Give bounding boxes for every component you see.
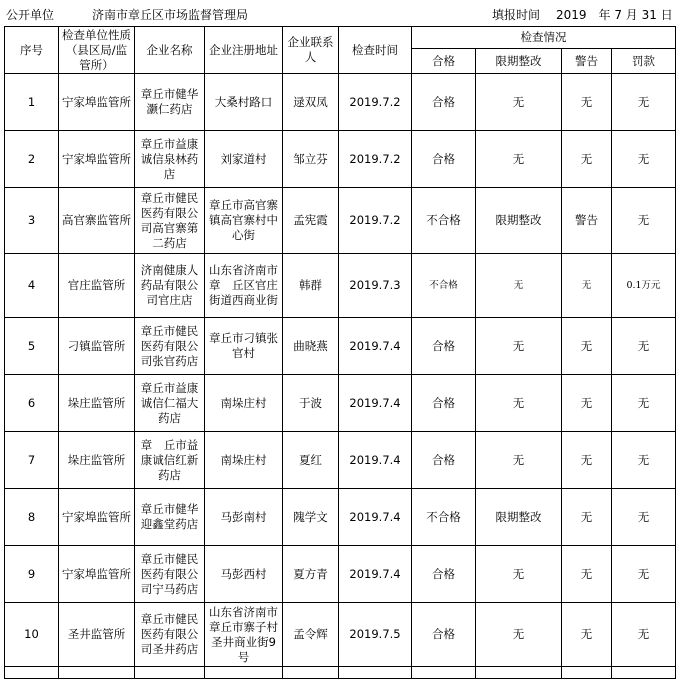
cell-pass: 不合格 (412, 188, 476, 254)
cell-time: 2019.7.4 (339, 546, 412, 603)
cell-empty (135, 667, 205, 679)
cell-fine: 无 (612, 74, 676, 131)
cell-dept: 宁家埠监管所 (59, 74, 135, 131)
cell-pass: 不合格 (412, 489, 476, 546)
cell-rectify: 无 (476, 254, 562, 318)
cell-warn: 无 (562, 318, 612, 375)
cell-pass: 合格 (412, 131, 476, 188)
col-fine: 罚款 (612, 49, 676, 74)
cell-addr: 马彭南村 (205, 489, 283, 546)
cell-name: 章丘市健民医药有限公司圣井药店 (135, 603, 205, 667)
cell-name: 章丘市健民医药有限公司张官药店 (135, 318, 205, 375)
cell-contact: 孟令辉 (283, 603, 339, 667)
cell-time: 2019.7.4 (339, 489, 412, 546)
table-row (5, 188, 676, 254)
table-row (5, 254, 676, 318)
cell-rectify: 无 (476, 432, 562, 489)
cell-pass: 合格 (412, 375, 476, 432)
cell-warn: 无 (562, 254, 612, 318)
cell-seq: 5 (5, 318, 59, 375)
cell-fine: 无 (612, 131, 676, 188)
cell-contact: 夏红 (283, 432, 339, 489)
cell-dept: 垛庄监管所 (59, 432, 135, 489)
cell-name: 济南健康人药品有限公司官庄店 (135, 254, 205, 318)
cell-rectify: 无 (476, 131, 562, 188)
cell-addr: 南垛庄村 (205, 375, 283, 432)
cell-time: 2019.7.4 (339, 318, 412, 375)
table-row (5, 603, 676, 667)
cell-contact: 隗学文 (283, 489, 339, 546)
cell-seq: 3 (5, 188, 59, 254)
cell-rectify: 限期整改 (476, 489, 562, 546)
cell-warn: 警告 (562, 188, 612, 254)
cell-seq: 2 (5, 131, 59, 188)
table-row (5, 74, 676, 131)
cell-rectify: 无 (476, 603, 562, 667)
cell-fine: 0.1万元 (612, 254, 676, 318)
cell-addr: 山东省济南市章丘市寨子村圣井商业街9号 (205, 603, 283, 667)
cell-empty (476, 667, 562, 679)
cell-warn: 无 (562, 489, 612, 546)
cell-addr: 南垛庄村 (205, 432, 283, 489)
cell-fine: 无 (612, 375, 676, 432)
cell-pass: 合格 (412, 546, 476, 603)
cell-dept: 垛庄监管所 (59, 375, 135, 432)
col-dept: 检查单位性质 （县区局/监管所） (59, 27, 135, 74)
cell-fine: 无 (612, 188, 676, 254)
col-contact: 企业联系人 (283, 27, 339, 74)
cell-time: 2019.7.4 (339, 432, 412, 489)
org-name: 济南市章丘区市场监督管理局 (92, 8, 249, 22)
org-label: 公开单位 (6, 8, 55, 22)
col-addr: 企业注册地址 (205, 27, 283, 74)
cell-addr: 章丘市刁镇张官村 (205, 318, 283, 375)
cell-name: 章丘市健华灏仁药店 (135, 74, 205, 131)
cell-rectify: 无 (476, 74, 562, 131)
cell-seq: 7 (5, 432, 59, 489)
cell-time: 2019.7.4 (339, 375, 412, 432)
cell-contact: 于波 (283, 375, 339, 432)
cell-dept: 官庄监管所 (59, 254, 135, 318)
cell-contact: 曲晓燕 (283, 318, 339, 375)
table-row (5, 546, 676, 603)
cell-name: 章丘市益康诚信泉林药店 (135, 131, 205, 188)
table-row (5, 131, 676, 188)
cell-pass: 合格 (412, 603, 476, 667)
cell-addr: 刘家道村 (205, 131, 283, 188)
cell-rectify: 无 (476, 375, 562, 432)
cell-time: 2019.7.2 (339, 131, 412, 188)
cell-dept: 高官寨监管所 (59, 188, 135, 254)
cell-dept: 圣井监管所 (59, 603, 135, 667)
cell-empty (205, 667, 283, 679)
cell-contact: 孟宪霞 (283, 188, 339, 254)
col-name: 企业名称 (135, 27, 205, 74)
cell-warn: 无 (562, 74, 612, 131)
cell-time: 2019.7.3 (339, 254, 412, 318)
col-result-group: 检查情况 (412, 27, 676, 49)
col-pass: 合格 (412, 49, 476, 74)
cell-warn: 无 (562, 546, 612, 603)
cell-addr: 章丘市高官寨镇高官寨村中心街 (205, 188, 283, 254)
cell-fine: 无 (612, 432, 676, 489)
cell-contact: 韩群 (283, 254, 339, 318)
cell-time: 2019.7.5 (339, 603, 412, 667)
cell-fine: 无 (612, 603, 676, 667)
cell-empty (412, 667, 476, 679)
cell-fine: 无 (612, 546, 676, 603)
cell-rectify: 限期整改 (476, 188, 562, 254)
cell-empty (59, 667, 135, 679)
cell-seq: 1 (5, 74, 59, 131)
cell-seq: 8 (5, 489, 59, 546)
fill-date: 2019 年 7 月 31 日 (556, 8, 673, 22)
cell-dept: 宁家埠监管所 (59, 489, 135, 546)
cell-seq: 4 (5, 254, 59, 318)
cell-warn: 无 (562, 131, 612, 188)
cell-pass: 合格 (412, 432, 476, 489)
table-row (5, 489, 676, 546)
cell-pass: 不合格 (412, 254, 476, 318)
cell-contact: 夏方青 (283, 546, 339, 603)
cell-warn: 无 (562, 375, 612, 432)
header-row-1 (5, 27, 676, 49)
cell-seq: 6 (5, 375, 59, 432)
cell-empty (5, 667, 59, 679)
cell-name: 章丘市健民医药有限公司宁马药店 (135, 546, 205, 603)
cell-time: 2019.7.2 (339, 74, 412, 131)
cell-fine: 无 (612, 318, 676, 375)
cell-fine: 无 (612, 489, 676, 546)
cell-empty (612, 667, 676, 679)
col-seq: 序号 (5, 27, 59, 74)
col-warn: 警告 (562, 49, 612, 74)
fill-label: 填报时间 (492, 8, 541, 22)
cell-name: 章 丘市益康诚信红新药店 (135, 432, 205, 489)
cell-rectify: 无 (476, 318, 562, 375)
cell-empty (339, 667, 412, 679)
cell-addr: 马彭西村 (205, 546, 283, 603)
cell-time: 2019.7.2 (339, 188, 412, 254)
cell-addr: 山东省济南市章 丘区官庄街道西商业街 (205, 254, 283, 318)
cell-pass: 合格 (412, 318, 476, 375)
cell-seq: 10 (5, 603, 59, 667)
table-row (5, 432, 676, 489)
cell-warn: 无 (562, 603, 612, 667)
cell-seq: 9 (5, 546, 59, 603)
cell-contact: 邹立芬 (283, 131, 339, 188)
cell-name: 章丘市健华迎鑫堂药店 (135, 489, 205, 546)
cell-addr: 大桑村路口 (205, 74, 283, 131)
table-row (5, 375, 676, 432)
cell-dept: 宁家埠监管所 (59, 546, 135, 603)
cell-name: 章丘市健民医药有限公司高官寨第二药店 (135, 188, 205, 254)
table-row (5, 318, 676, 375)
inspection-table (4, 26, 676, 679)
table-row-partial (5, 667, 676, 679)
cell-empty (283, 667, 339, 679)
col-rectify: 限期整改 (476, 49, 562, 74)
cell-name: 章丘市益康诚信仁福大药店 (135, 375, 205, 432)
cell-dept: 刁镇监管所 (59, 318, 135, 375)
report-header (0, 0, 677, 26)
col-time: 检查时间 (339, 27, 412, 74)
cell-pass: 合格 (412, 74, 476, 131)
cell-rectify: 无 (476, 546, 562, 603)
cell-contact: 逯双凤 (283, 74, 339, 131)
cell-dept: 宁家埠监管所 (59, 131, 135, 188)
cell-warn: 无 (562, 432, 612, 489)
cell-empty (562, 667, 612, 679)
